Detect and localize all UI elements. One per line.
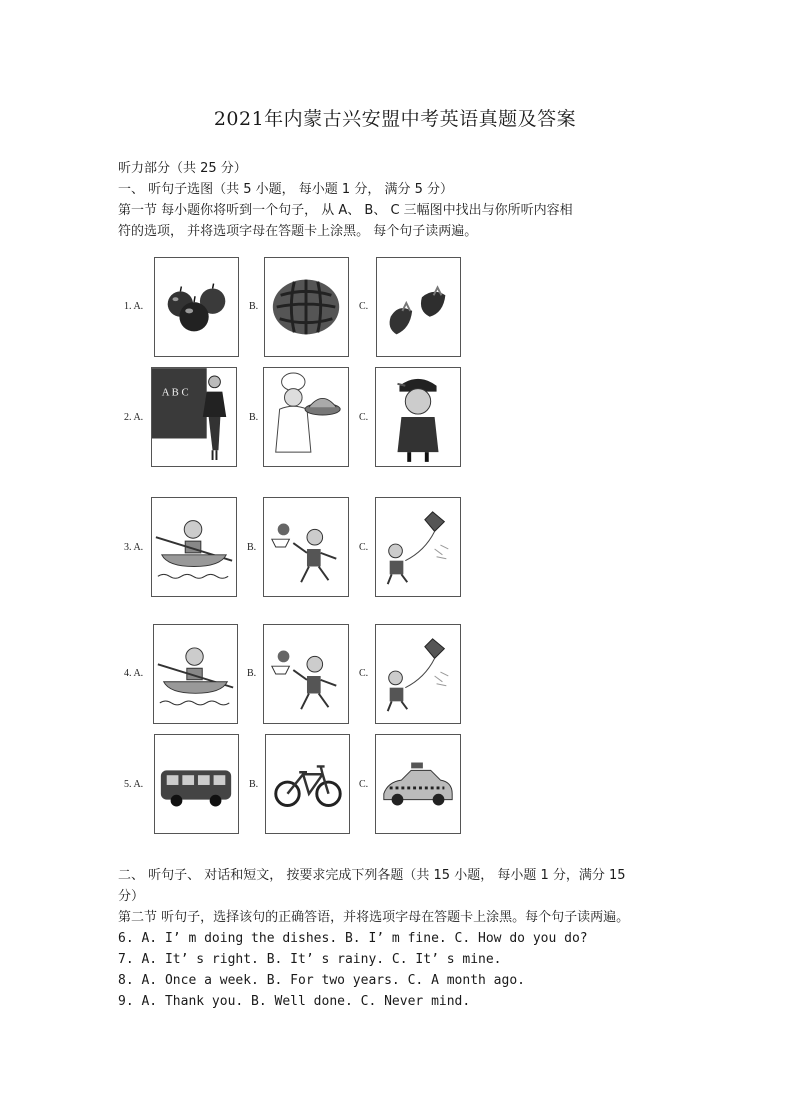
part2-heading-line1: 二、 听句子、 对话和短文， 按要求完成下列各题（共 15 小题， 每小题 1 分，满分 15 <box>118 868 626 883</box>
question-5-c-label: C. <box>359 779 369 790</box>
section-listening-label: 听力部分（共 25 分） <box>118 161 247 176</box>
question-8-options: 8. A. Once a week. B. For two years. C. A month ago. <box>118 973 525 988</box>
page-title: 2021年内蒙古兴安盟中考英语真题及答案 <box>213 108 577 130</box>
question-2-b-label: B. <box>249 412 259 423</box>
question-4-c-label: C. <box>359 668 369 679</box>
part1-instruction-line2: 符的选项， 并将选项字母在答题卡上涂黑。 每个句子读两遍。 <box>118 224 478 239</box>
question-9-options: 9. A. Thank you. B. Well done. C. Never mind. <box>118 994 471 1009</box>
question-5-a-label: 5. A. <box>124 779 144 790</box>
question-1-b-label: B. <box>249 301 259 312</box>
question-2-a-label: 2. A. <box>124 412 144 423</box>
question-6-options: 6. A. I’ m doing the dishes. B. I’ m fine. C. How do you do? <box>118 931 588 946</box>
part1-heading: 一、 听句子选图（共 5 小题， 每小题 1 分， 满分 5 分） <box>118 182 454 197</box>
boy-canoeing-image <box>153 624 238 724</box>
watermelon-image <box>264 257 349 357</box>
policeman-image <box>375 367 461 467</box>
apples-image <box>154 257 239 357</box>
part2-heading-line2: 分） <box>118 889 145 904</box>
question-1-c-label: C. <box>359 301 369 312</box>
boy-kite-image <box>375 624 461 724</box>
boy-basketball-image <box>263 624 349 724</box>
question-3-c-label: C. <box>359 542 369 553</box>
boy-basketball-image <box>263 497 349 597</box>
boy-kite-image <box>375 497 461 597</box>
strawberries-image <box>376 257 461 357</box>
question-4-a-label: 4. A. <box>124 668 144 679</box>
part2-instruction: 第二节 听句子，选择该句的正确答语，并将选项字母在答题卡上涂黑。每个句子读两遍。 <box>118 910 630 925</box>
teacher-image <box>151 367 237 467</box>
bicycle-image <box>265 734 350 834</box>
bus-image <box>154 734 239 834</box>
question-3-a-label: 3. A. <box>124 542 144 553</box>
part1-instruction-line1: 第一节 每小题你将听到一个句子， 从 A、 B、 C 三幅图中找出与你所听内容相 <box>118 203 573 218</box>
boy-canoeing-image <box>151 497 237 597</box>
chef-image <box>263 367 349 467</box>
question-7-options: 7. A. It’ s right. B. It’ s rainy. C. It’ s mine. <box>118 952 502 967</box>
question-5-b-label: B. <box>249 779 259 790</box>
question-2-c-label: C. <box>359 412 369 423</box>
question-3-b-label: B. <box>247 542 257 553</box>
blackboard-text: A B C <box>161 386 189 399</box>
taxi-image <box>375 734 461 834</box>
question-1-a-label: 1. A. <box>124 301 144 312</box>
question-4-b-label: B. <box>247 668 257 679</box>
